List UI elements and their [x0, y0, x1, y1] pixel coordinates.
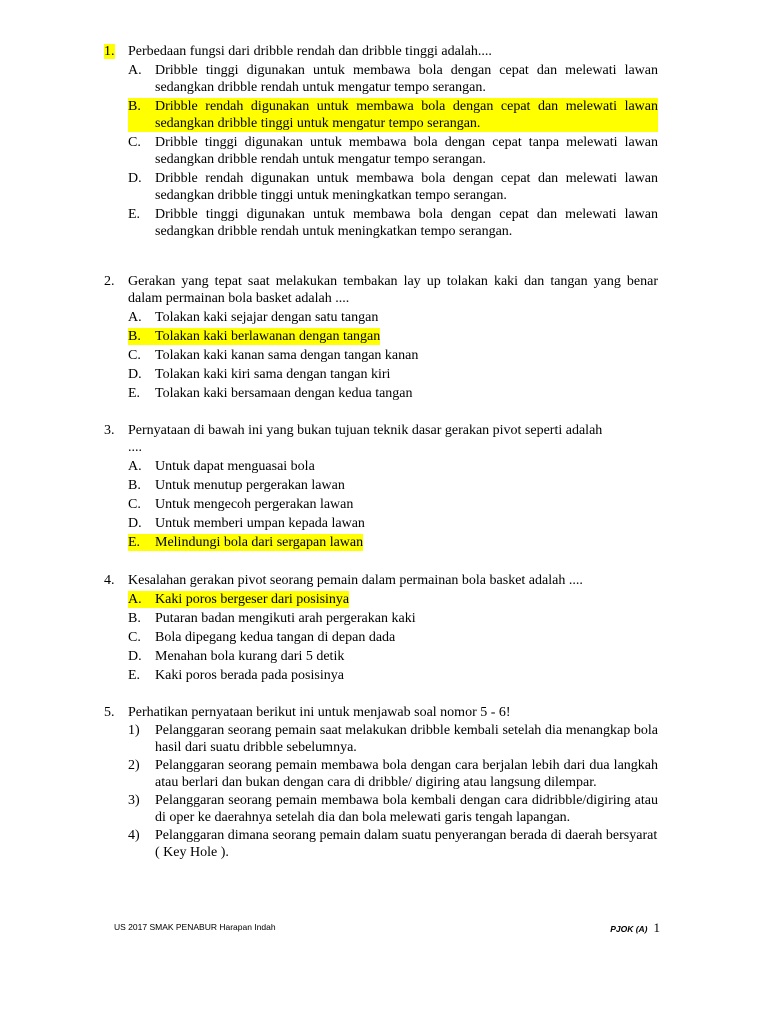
- question-number: 3.: [104, 423, 115, 438]
- question-text: Perhatikan pernyataan berikut ini untuk menjawab soal nomor 5 - 6!: [128, 705, 511, 720]
- question-number: 5.: [104, 705, 115, 720]
- option-c: C. Tolakan kaki kanan sama dengan tangan kanan: [128, 348, 419, 363]
- statement-1: 1) Pelanggaran seorang pemain saat melakukan dribble kembali setelah dia menangkap bola hasil dari suatu dribble sebelumnya.: [128, 723, 658, 755]
- option-c: C. Untuk mengecoh pergerakan lawan: [128, 497, 354, 512]
- question-text: Gerakan yang tepat saat melakukan tembakan lay up tolakan kaki dan tangan yang benar dalam permainan bola basket adalah ....: [128, 274, 658, 306]
- option-e: E. Tolakan kaki bersamaan dengan kedua tangan: [128, 386, 413, 401]
- question-2: [104, 273, 658, 402]
- option-c: C. Dribble tinggi digunakan untuk membawa bola dengan cepat tanpa melewati lawan sedangkan dribble rendah untuk mengatur tempo serangan.: [128, 135, 658, 167]
- page-footer: [114, 920, 660, 935]
- option-e-answer: E. Melindungi bola dari sergapan lawan: [128, 535, 364, 550]
- option-e: E. Dribble tinggi digunakan untuk membawa bola dengan cepat dan melewati lawan sedangkan dribble rendah untuk meningkatkan tempo serangan.: [128, 207, 658, 239]
- statement-2: 2) Pelanggaran seorang pemain membawa bola dengan cara berjalan lebih dari dua langkah atau berlari dan bukan dengan cara di dribble/ digiring atau langsung dilempar.: [128, 758, 658, 790]
- footer-school: US 2017 SMAK PENABUR Harapan Indah: [114, 922, 276, 932]
- question-number: 2.: [104, 274, 115, 289]
- option-d: D. Menahan bola kurang dari 5 detik: [128, 649, 345, 664]
- question-1: [104, 43, 658, 240]
- question-3: [104, 422, 658, 551]
- option-a: A. Untuk dapat menguasai bola: [128, 459, 315, 474]
- footer-subject: PJOK (A): [610, 924, 648, 934]
- question-4: [104, 572, 658, 684]
- question-5: [104, 704, 658, 861]
- option-a: A. Tolakan kaki sejajar dengan satu tangan: [128, 310, 379, 325]
- statement-4: 4) Pelanggaran dimana seorang pemain dalam suatu penyerangan berada di daerah bersyarat ( Key Hole ).: [128, 828, 658, 860]
- option-b-answer: B. Dribble rendah digunakan untuk membawa bola dengan cepat dan melewati lawan sedangkan dribble tinggi untuk mengatur tempo serangan.: [128, 99, 658, 131]
- question-text: Perbedaan fungsi dari dribble rendah dan dribble tinggi adalah....: [128, 44, 492, 59]
- option-b-answer: B. Tolakan kaki berlawanan dengan tangan: [128, 329, 381, 344]
- option-d: D. Tolakan kaki kiri sama dengan tangan kiri: [128, 367, 391, 382]
- question-number: 4.: [104, 573, 115, 588]
- option-a-answer: A. Kaki poros bergeser dari posisinya: [128, 592, 350, 607]
- footer-right: [610, 920, 660, 936]
- question-text: Pernyataan di bawah ini yang bukan tujuan teknik dasar gerakan pivot seperti adalah ....: [128, 423, 603, 455]
- option-a: A. Dribble tinggi digunakan untuk membawa bola dengan cepat dan melewati lawan sedangkan dribble rendah untuk mengatur tempo serangan.: [128, 63, 658, 95]
- option-e: E. Kaki poros berada pada posisinya: [128, 668, 344, 683]
- option-d: D. Untuk memberi umpan kepada lawan: [128, 516, 365, 531]
- option-b: B. Untuk menutup pergerakan lawan: [128, 478, 345, 493]
- page-number: 1: [653, 920, 660, 935]
- question-text: Kesalahan gerakan pivot seorang pemain dalam permainan bola basket adalah ....: [128, 573, 583, 588]
- statement-3: 3) Pelanggaran seorang pemain membawa bola kembali dengan cara didribble/digiring atau di oper ke daerahnya setelah dia dan bola melewati garis tengah lapangan.: [128, 793, 658, 825]
- option-c: C. Bola dipegang kedua tangan di depan dada: [128, 630, 396, 645]
- question-number: 1.: [104, 44, 115, 59]
- option-b: B. Putaran badan mengikuti arah pergerakan kaki: [128, 611, 416, 626]
- option-d: D. Dribble rendah digunakan untuk membawa bola dengan cepat dan melewati lawan sedangkan dribble tinggi untuk meningkatkan tempo serangan.: [128, 171, 658, 203]
